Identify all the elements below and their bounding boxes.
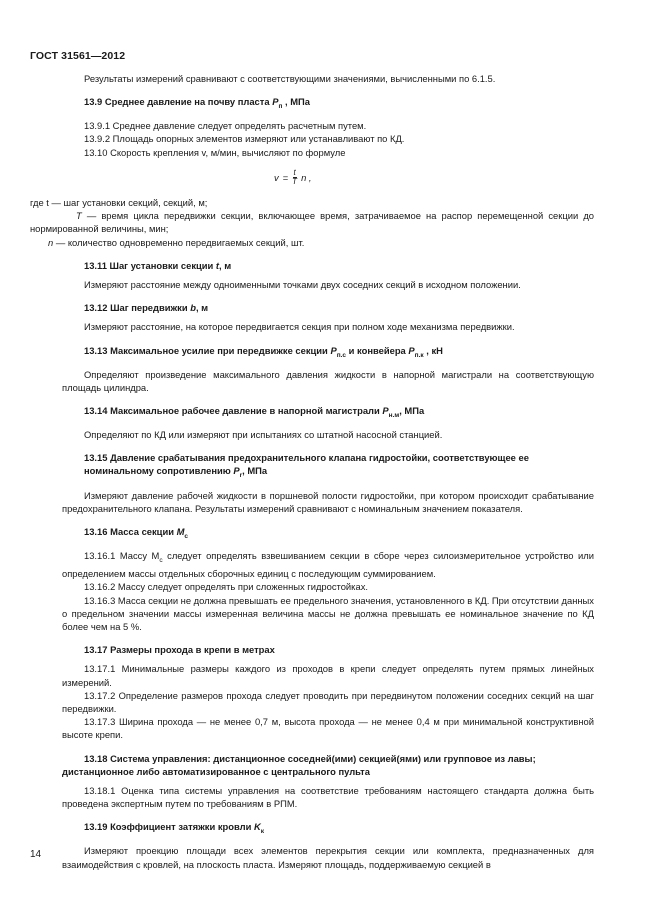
paragraph: Измеряют проекцию площади всех элементов перекрытия секции или комплекта, предназначенных для взаимодействия с кровлей, на плоскость пласта. Измеряют площадь, поддерживаемую секцией в bbox=[62, 845, 594, 870]
paragraph: Результаты измерений сравнивают с соответствующими значениями, вычисленными по 6.1.5. bbox=[84, 73, 496, 84]
paragraph: Измеряют расстояние между одноименными точками двух соседних секций в исходном положении. bbox=[84, 278, 521, 290]
document-header: ГОСТ 31561—2012 bbox=[30, 50, 126, 62]
section-heading-13-13: 13.13 Максимальное усилие при передвижке секции $P_{п.с}$ и конвейера $P_{п.к}$ , кН bbox=[84, 344, 443, 359]
paragraph: 13.9.1 Среднее давление следует определять расчетным путем. bbox=[84, 120, 367, 132]
paragraph: 13.9.2 Площадь опорных элементов измеряют или устанавливают по КД. bbox=[84, 133, 405, 145]
paragraph: 13.16.1 Массу $M_с$ следует определять взвешиванием секции в сборе через силоизмерительное устройство или определением массы отдельных сборочных единиц с последующим суммированием. bbox=[62, 550, 594, 580]
page-number: 14 bbox=[30, 849, 42, 860]
paragraph: 13.16.3 Масса секции не должна превышать ее предельного значения, установленного в КД. При отсутствии данных о предельном значении массы измеренная величина массы не должна превышать ее номинальное значение по КД более чем на 5 %. bbox=[62, 594, 594, 632]
paragraph: 13.17.1 Минимальные размеры каждого из проходов в крепи следует определять путем прямых линейных измерений. bbox=[62, 663, 594, 688]
section-heading-13-11: 13.11 Шаг установки секции t, м bbox=[84, 259, 232, 271]
definitions bbox=[30, 196, 594, 249]
paragraph: 13.10 Скорость крепления v, м/мин, вычисляют по формуле bbox=[84, 146, 346, 158]
paragraph: Измеряют давление рабочей жидкости в поршневой полости гидростойки, при котором происходит срабатывание предохранительного клапана. Результаты измерений сравнивают с номинальным значением показателя. bbox=[62, 489, 594, 514]
paragraph: 13.16.2 Массу следует определять при сложенных гидростойках. bbox=[84, 581, 368, 593]
paragraph: 13.17.2 Определение размеров прохода следует проводить при передвинутом положении соседних секций на шаг передвижки. bbox=[62, 689, 594, 714]
definition-T: T — время цикла передвижки секции, включающее время, затрачиваемое на распор перемещенной секции до нормированной величины, мин; bbox=[30, 210, 595, 235]
paragraph: Определяют произведение максимального давления жидкости в напорной магистрали на соответствующую площадь цилиндра. bbox=[62, 368, 594, 393]
section-heading-13-19: 13.19 Коэффициент затяжки кровли $K_к$ bbox=[84, 821, 265, 836]
page-body bbox=[30, 72, 595, 871]
paragraph: Измеряют расстояние, на которое передвигается секция при полном ходе механизма передвижки. bbox=[84, 321, 515, 333]
section-heading-13-15: 13.15 Давление срабатывания предохранительного клапана гидростойки, соответствующее ее номинальному сопротивлению $P_r$, МПа bbox=[84, 452, 529, 480]
definition-t: где t — шаг установки секций, секций, м; bbox=[30, 196, 208, 208]
section-heading-13-17: 13.17 Размеры прохода в крепи в метрах bbox=[84, 644, 275, 656]
formula: v = $\frac{t}{T}$ n , bbox=[274, 167, 312, 186]
paragraph: Определяют по КД или измеряют при испытаниях со штатной насосной станцией. bbox=[84, 429, 443, 441]
paragraph: 13.17.3 Ширина прохода — не менее 0,7 м, высота прохода — не менее 0,4 м при минимальной конструктивной высоте крепи. bbox=[62, 716, 594, 741]
section-heading-13-14: 13.14 Максимальное рабочее давление в напорной магистрали $P_{н.м}$, МПа bbox=[84, 405, 425, 419]
fraction: $\frac{t}{T}$ bbox=[292, 167, 298, 186]
section-heading-13-12: 13.12 Шаг передвижки b, м bbox=[84, 302, 209, 314]
section-heading-13-16: 13.16 Масса секции $M_с$ bbox=[84, 525, 189, 540]
section-heading-13-18: 13.18 Система управления: дистанционное соседней(ими) секцией(ями) или групповое из лавы; дистанционное либо автоматизированное с центрального пульта bbox=[62, 752, 536, 777]
definition-n: n — количество одновременно передвигаемых секций, шт. bbox=[48, 236, 305, 248]
section-heading-13-9: 13.9 Среднее давление на почву пласта $P_п$ , МПа bbox=[84, 96, 310, 111]
paragraph: 13.18.1 Оценка типа системы управления на соответствие требованиям настоящего стандарта должна быть проведена экспертным путем по требованиям в РПМ. bbox=[62, 784, 594, 810]
